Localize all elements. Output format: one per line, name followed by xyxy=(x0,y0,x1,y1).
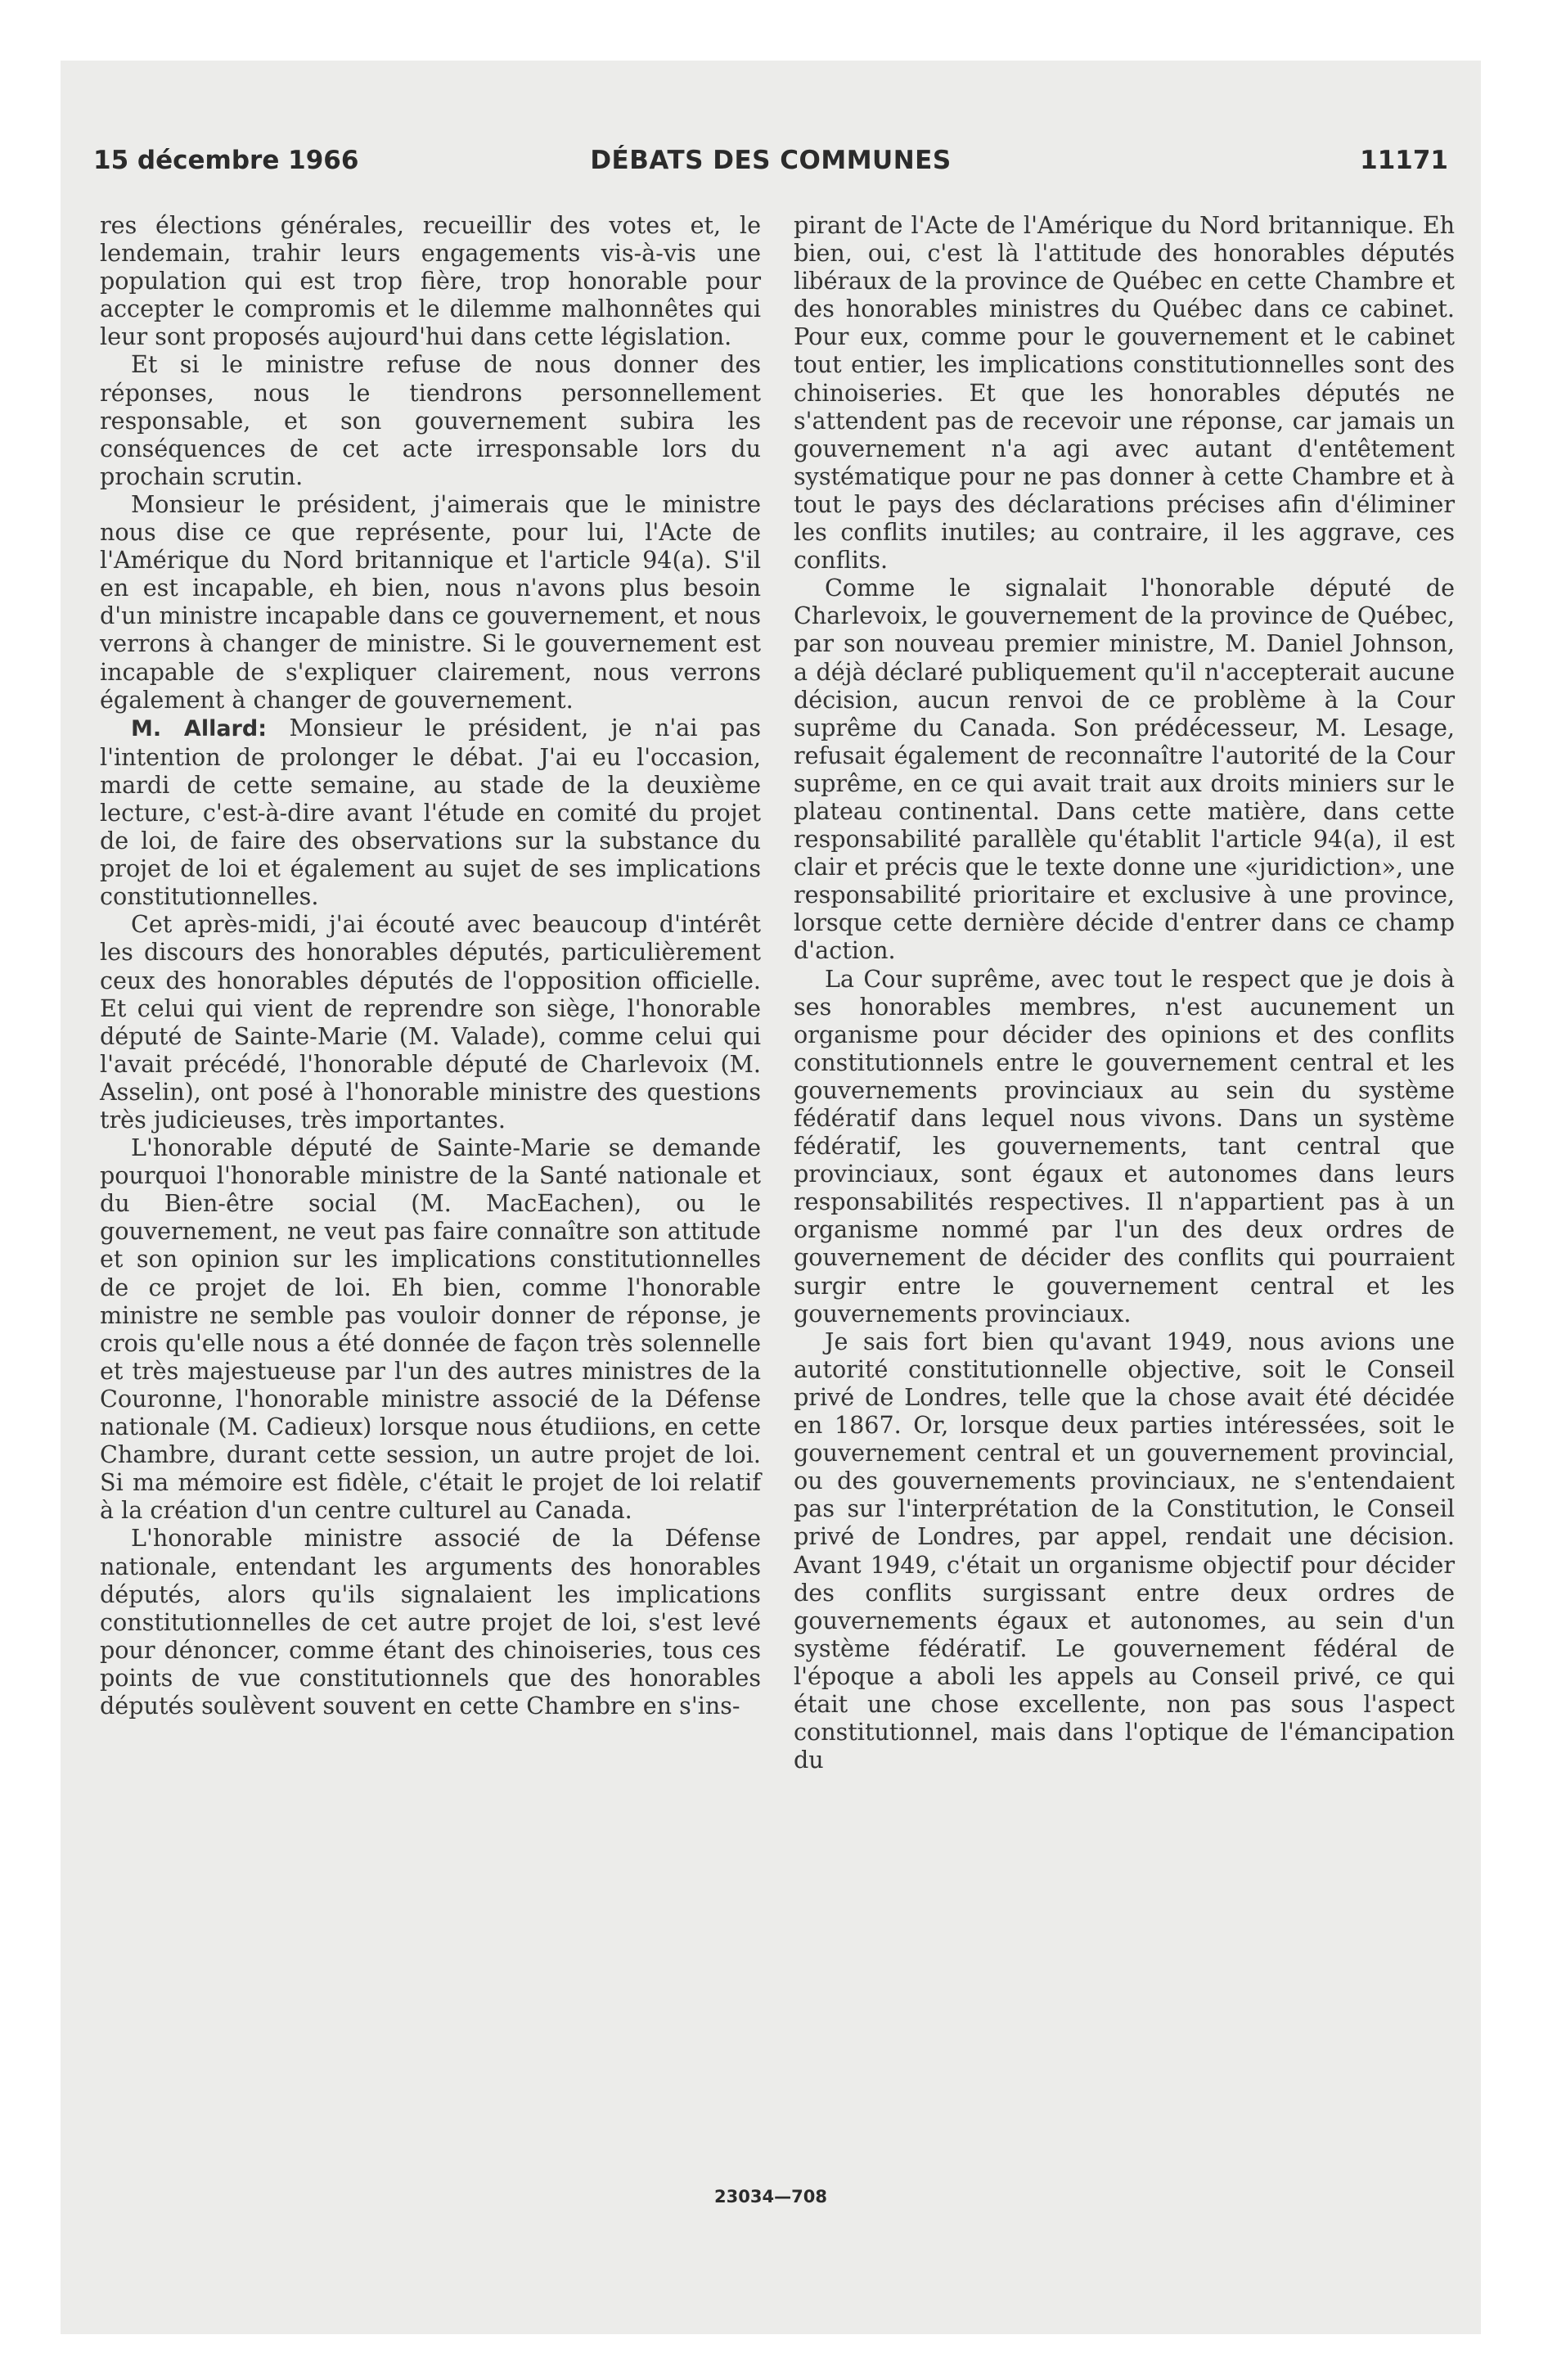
page-header xyxy=(93,146,1448,183)
scanned-page xyxy=(61,61,1481,2334)
header-title: DÉBATS DES COMMUNES xyxy=(590,146,952,175)
paragraph: Comme le signalait l'honorable député de Charlevoix, le gouvernement de la province de Québec, par son nouveau premier ministre, M. Daniel Johnson, a déjà déclaré publiquement qu'il n'accepterait aucune décision, aucun renvoi de ce problème à la Cour suprême du Canada. Son prédécesseur, M. Lesage, refusait également de reconnaître l'autorité de la Cour suprême, en ce qui avait trait aux droits miniers sur le plateau continental. Dans cette matière, dans cette responsabilité parallèle qu'établit l'article 94(a), il est clair et précis que le texte donne une «juridiction», une responsabilité prioritaire et exclusive à une province, lorsque cette dernière décide d'entrer dans ce champ d'action. xyxy=(794,574,1455,965)
paragraph: Cet après-midi, j'ai écouté avec beaucoup d'intérêt les discours des honorables députés, particulièrement ceux des honorables députés de l'opposition officielle. Et celui qui vient de reprendre son siège, l'honorable député de Sainte-Marie (M. Valade), comme celui qui l'avait précédé, l'honorable député de Charlevoix (M. Asselin), ont posé à l'honorable ministre des questions très judicieuses, très importantes. xyxy=(100,910,761,1134)
header-page-number: 11171 xyxy=(1360,146,1448,175)
left-column xyxy=(100,211,761,1720)
right-column xyxy=(794,211,1455,1774)
speech-text: Monsieur le président, je n'ai pas l'intention de prolonger le débat. J'ai eu l'occasion, mardi de cette semaine, au stade de la deuxième lecture, c'est-à-dire avant l'étude en comité du projet de loi, de faire des observations sur la substance du projet de loi et également au sujet de ses implications constitutionnelles. xyxy=(100,713,761,911)
paragraph: res élections générales, recueillir des votes et, le lendemain, trahir leurs engagements vis-à-vis une population qui est trop fière, trop honorable pour accepter le compromis et le dilemme malhonnêtes qui leur sont proposés aujourd'hui dans cette législation. xyxy=(100,211,761,351)
paragraph: Monsieur le président, j'aimerais que le ministre nous dise ce que représente, pour lui, l'Acte de l'Amérique du Nord britannique et l'article 94(a). S'il en est incapable, eh bien, nous n'avons plus besoin d'un ministre incapable dans ce gouvernement, et nous verrons à changer de ministre. Si le gouvernement est incapable de s'expliquer clairement, nous verrons également à changer de gouvernement. xyxy=(100,489,761,714)
page-footer-code: 23034—708 xyxy=(714,2187,827,2206)
paragraph: Je sais fort bien qu'avant 1949, nous avions une autorité constitutionnelle objective, soit le Conseil privé de Londres, telle que la chose avait été décidée en 1867. Or, lorsque deux parties intéressées, soit le gouvernement central et un gouvernement provincial, ou des gouvernements provinciaux, ne s'entendaient pas sur l'interprétation de la Constitution, le Conseil privé de Londres, par appel, rendait une décision. Avant 1949, c'était un organisme objectif pour décider des conflits surgissant entre deux ordres de gouvernements égaux et autonomes, au sein d'un système fédératif. Le gouvernement fédéral de l'époque a aboli les appels au Conseil privé, ce qui était une chose excellente, non pas sous l'aspect constitutionnel, mais dans l'optique de l'émancipation du xyxy=(794,1327,1455,1774)
paragraph: pirant de l'Acte de l'Amérique du Nord britannique. Eh bien, oui, c'est là l'attitude des honorables députés libéraux de la province de Québec en cette Chambre et des honorables ministres du Québec dans ce cabinet. Pour eux, comme pour le gouvernement et le cabinet tout entier, les implications constitutionnelles sont des chinoiseries. Et que les honorables députés ne s'attendent pas de recevoir une réponse, car jamais un gouvernement n'a agi avec autant d'entêtement systématique pour ne pas donner à cette Chambre et à tout le pays des déclarations précises afin d'éliminer les conflits inutiles; au contraire, il les aggrave, ces conflits. xyxy=(794,211,1455,575)
paragraph-speaker xyxy=(100,714,761,911)
paragraph: La Cour suprême, avec tout le respect que je dois à ses honorables membres, n'est aucunement un organisme pour décider des opinions et des conflits constitutionnels entre le gouvernement central et les gouvernements provinciaux au sein du système fédératif dans lequel nous vivons. Dans un système fédératif, les gouvernements, tant central que provinciaux, sont égaux et autonomes dans leurs responsabilités respectives. Il n'appartient pas à un organisme nommé par l'un des deux ordres de gouvernement de décider des conflits qui pourraient surgir entre le gouvernement central et les gouvernements provinciaux. xyxy=(794,964,1455,1327)
paragraph: Et si le ministre refuse de nous donner des réponses, nous le tiendrons personnellement responsable, et son gouvernement subira les conséquences de cet acte irresponsable lors du prochain scrutin. xyxy=(100,350,761,490)
paragraph: L'honorable ministre associé de la Défense nationale, entendant les arguments des honorables députés, alors qu'ils signalaient les implications constitutionnelles de cet autre projet de loi, s'est levé pour dénoncer, comme étant des chinoiseries, tous ces points de vue constitutionnels que des honorables députés soulèvent souvent en cette Chambre en s'ins- xyxy=(100,1524,761,1720)
paragraph: L'honorable député de Sainte-Marie se demande pourquoi l'honorable ministre de la Santé nationale et du Bien-être social (M. MacEachen), ou le gouvernement, ne veut pas faire connaître son attitude et son opinion sur les implications constitutionnelles de ce projet de loi. Eh bien, comme l'honorable ministre ne semble pas vouloir donner de réponse, je crois qu'elle nous a été donnée de façon très solennelle et très majestueuse par l'un des autres ministres de la Couronne, l'honorable ministre associé de la Défense nationale (M. Cadieux) lorsque nous étudiions, en cette Chambre, durant cette session, un autre projet de loi. Si ma mémoire est fidèle, c'était le projet de loi relatif à la création d'un centre culturel au Canada. xyxy=(100,1134,761,1525)
speaker-name: M. Allard: xyxy=(131,715,267,741)
header-date: 15 décembre 1966 xyxy=(93,146,359,175)
